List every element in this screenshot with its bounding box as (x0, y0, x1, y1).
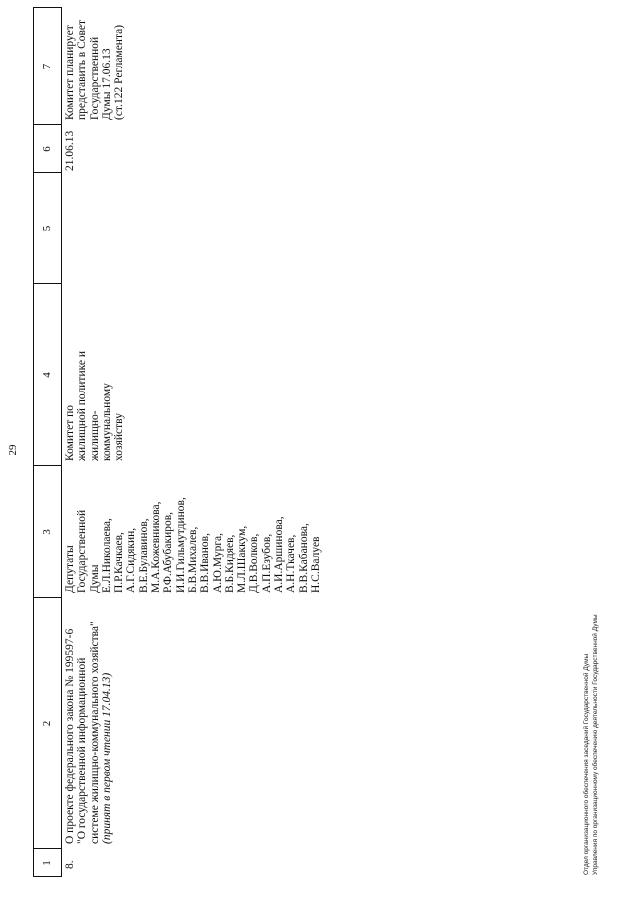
author-line: И.И.Гильмутдинов, (174, 497, 187, 593)
author-line: В.Е.Булавинов, (137, 518, 150, 593)
author-line: Н.С.Валуев (309, 536, 322, 593)
author-line: М.Л.Шаккум, (236, 525, 249, 593)
author-line: В.В.Кабанова, (297, 523, 310, 593)
column-header-3: 3 (41, 529, 53, 535)
author-line: Д.В.Волков, (248, 533, 261, 593)
note-line: (ст.122 Регламента) (113, 24, 126, 120)
author-line: Государственной (76, 509, 89, 593)
note-line: Комитет планирует (64, 25, 76, 120)
bills-table (33, 7, 601, 877)
page-number: 29 (7, 444, 19, 456)
author-line: В.В.Иванов, (199, 533, 212, 593)
author-line: Депутаты (64, 545, 76, 593)
authors-cell (64, 497, 322, 593)
author-line: Б.В.Михалев, (186, 526, 199, 593)
author-line: П.Р.Качкаев, (113, 532, 126, 593)
bill-title-line: системе жилищно-коммунального хозяйства" (88, 621, 101, 844)
column-header-4: 4 (41, 372, 53, 378)
footer (582, 614, 600, 875)
column-header-6: 6 (41, 146, 53, 152)
committee-line: коммунальному (100, 383, 113, 461)
author-line: А.Ю.Мурга, (211, 532, 224, 593)
committee-line: жилищно- (88, 410, 101, 461)
note-line: представить в Совет (76, 19, 89, 120)
committee-line: жилищной политике и (76, 350, 89, 461)
footer-line: Управления по организационному обеспечению деятельности Государственной Думы (592, 614, 599, 875)
author-line: Е.Л.Николаева, (100, 518, 113, 593)
column-header-1: 1 (41, 860, 53, 866)
bill-title-cell (64, 621, 113, 844)
note-line: Государственной (88, 36, 101, 120)
author-line: В.Б.Кидяев, (223, 534, 236, 593)
footer-line: Отдел организационного обеспечения заседаний Государственной Думы (583, 653, 590, 875)
row-number: 8. (64, 860, 76, 869)
date-cell: 21.06.13 (64, 130, 76, 171)
committee-cell (64, 351, 125, 461)
author-line: А.П.Езубов, (260, 533, 273, 593)
column-header-2: 2 (41, 720, 53, 727)
note-cell (64, 20, 125, 120)
author-line: А.И.Аршинова, (273, 516, 286, 593)
note-line: Думы 17.06.13 (100, 48, 113, 120)
table-header-rule (61, 7, 62, 877)
author-line: А.Н.Ткачев, (285, 534, 298, 593)
author-line: Р.Ф.Абубакиров, (162, 511, 175, 593)
bill-title-line: О проекте федерального закона № 199597-6 (64, 628, 76, 844)
committee-line: Комитет по (64, 405, 76, 461)
column-header-5: 5 (41, 225, 53, 232)
bill-status: (принят в первом чтении 17.04.13) (100, 672, 113, 844)
author-line: А.Г.Сидякин, (125, 527, 138, 593)
column-header-7: 7 (41, 63, 53, 70)
author-line: Думы (88, 564, 101, 593)
committee-line: хозяйству (113, 413, 126, 461)
bill-title-line: "О государственной информационной (76, 657, 89, 844)
author-line: М.А.Кожевникова, (150, 501, 163, 593)
